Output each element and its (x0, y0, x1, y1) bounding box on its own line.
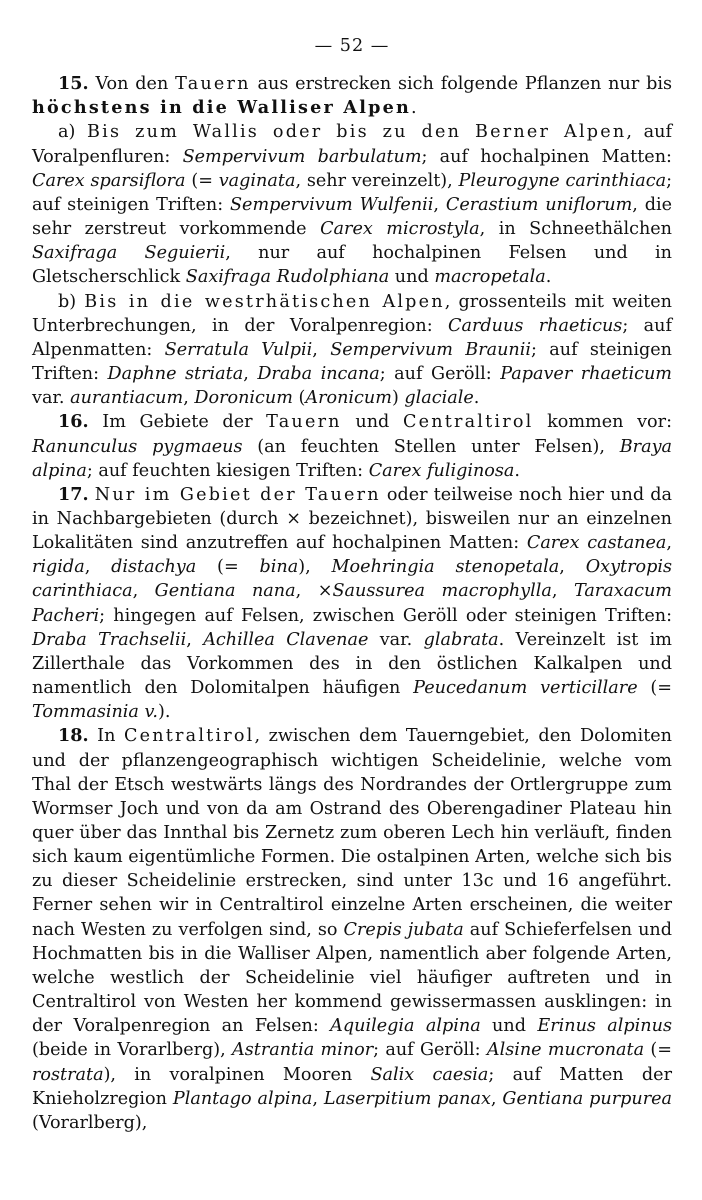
text-run: ; auf Matten der Knieholzregion (32, 1064, 672, 1109)
text-run: (beide in Vorarlberg), (32, 1040, 233, 1061)
text-run: Tauern (175, 74, 251, 95)
paragraph (32, 120, 672, 289)
species-name: Gentiana purpurea (502, 1088, 673, 1109)
text-run: ( (292, 388, 306, 409)
text-run: ( (637, 678, 658, 699)
text-run: a) (58, 122, 88, 143)
text-run: , sehr vereinzelt), (295, 170, 459, 191)
species-name: Saxifraga Seguierii (32, 243, 226, 264)
species-name: Astrantia minor (232, 1040, 374, 1061)
text-run: , (666, 533, 673, 554)
text-run: und (480, 1016, 538, 1037)
species-name: Peucedanum verticillare (413, 678, 638, 699)
species-name: Aronicum (305, 388, 392, 409)
page-number: — 52 — (314, 36, 390, 56)
paragraph (32, 483, 672, 725)
text-run: , zwischen dem Tauerngebiet, den Dolomiten und der pflanzengeographisch wichtigen Scheidelinie, welche vom Thal der Etsch westwärts längs des Nordrandes der Ortlergruppe zum Wormser Joch und von da am Ostrand des Oberengadiner Plateau hin quer über das Innthal bis Zernetz zum oberen Lech hin verläuft, finden sich kaum eigentümliche Formen. Die ostalpinen Arten, welche sich bis zu dieser Scheidelinie erstrecken, sind unter 13c und 16 angeführt. Ferner sehen wir in Centraltirol einzelne Arten erscheinen, die weiter nach Westen zu verfolgen sind, so (32, 726, 673, 940)
species-name: Gentiana nana (154, 581, 296, 602)
text-run: ), (298, 557, 332, 578)
text-run: Bis zum Wallis oder bis zu den Berner Alpen (87, 122, 627, 143)
text-run: oder teilweise noch hier und da in Nachbargebieten (durch × bezeichnet), bisweilen nur an einzelnen Lokalitäten sind anzutreffen auf hochalpinen Matten: (32, 484, 672, 554)
species-name: macropetala (434, 267, 546, 288)
text-run: ; hingegen auf Felsen, zwischen Geröll oder steinigen Triften: (99, 605, 672, 626)
text-run: ( (196, 557, 224, 578)
text-run: , die sehr zerstreut vorkommende (32, 194, 672, 240)
section-number: 17. (58, 483, 89, 505)
species-name: Carduus rhaeticus (448, 315, 623, 336)
species-name: Sempervivum barbulatum (182, 146, 422, 167)
text-run: ) (391, 388, 405, 409)
text-run: . (410, 98, 417, 119)
text-run: var. (32, 388, 71, 409)
species-name: Draba Trachselii (32, 629, 187, 650)
text-run: und (389, 267, 435, 288)
species-name: = vaginata (198, 170, 296, 191)
species-name: Carex fuliginosa (368, 460, 515, 481)
species-name: Carex castanea (526, 533, 667, 554)
text-run: ; auf Geröll: (379, 364, 501, 385)
text-run: ; auf steinigen Triften: (32, 170, 672, 215)
text-run: Im Gebiete der (88, 412, 267, 433)
text-run: Von den (88, 74, 176, 95)
paragraph (32, 72, 672, 120)
text-run: In (88, 726, 124, 747)
species-name: Alsine mucronata (486, 1040, 645, 1061)
species-name: Daphne striata (107, 364, 244, 385)
species-name: Oxytropis carinthiaca (32, 557, 672, 602)
species-name: Braya alpina (32, 436, 672, 481)
document-page (32, 34, 672, 1135)
text-run: . (514, 460, 521, 481)
species-name: Plantago alpina (172, 1088, 313, 1109)
species-name: Draba incana (257, 364, 380, 385)
species-name: Crepis jubata (343, 919, 464, 940)
species-name: Serratula Vulpii (164, 339, 313, 360)
species-name: Pleurogyne carinthiaca (458, 170, 667, 191)
text-run: kommen vor: (533, 412, 672, 433)
text-run: aus erstrecken sich folgende Pflanzen nur bis (250, 74, 672, 95)
species-name: Ranunculus pygmaeus (32, 436, 243, 457)
species-name: Achillea Clavenae (203, 629, 369, 650)
text-run: auf Schieferfelsen und Hochmatten bis in die Walliser Alpen, namentlich aber folgende Arten, welche westlich der Scheidelinie viel häufiger auftreten und in Centraltirol von Westen her kommend gewissermassen ausklingen: in der Voralpenregion an Felsen: (32, 919, 672, 1037)
species-name: Cerastium uniflorum (445, 194, 633, 215)
body-text (32, 72, 672, 1135)
section-number: 15. (58, 73, 89, 95)
text-run: ; auf Alpenmatten: (32, 315, 672, 360)
text-run: (an feuchten Stellen unter Felsen), (242, 436, 620, 457)
text-run: ; auf steinigen Triften: (32, 339, 672, 385)
text-run: und (341, 412, 403, 433)
text-run: (Vorarlberg), (32, 1112, 148, 1133)
text-run: , (186, 629, 204, 650)
text-run: ; auf feuchten kiesigen Triften: (86, 460, 369, 481)
text-run: , (243, 364, 258, 385)
text-run: ( (644, 1040, 658, 1061)
text-run: , (84, 557, 112, 578)
text-run: , (433, 194, 446, 215)
text-run: , (551, 581, 574, 602)
species-name: distachya (111, 557, 197, 578)
text-run: , (183, 388, 195, 409)
text-run: , × (295, 581, 333, 602)
text-run: Bis in die westrhätischen Alpen (84, 291, 445, 312)
species-name: Sempervivum Braunii (330, 339, 532, 360)
species-name: Erinus alpinus (537, 1016, 672, 1037)
paragraph (32, 290, 672, 411)
text-run: Tauern (266, 412, 342, 433)
paragraph (32, 724, 672, 1135)
species-name: Saxifraga Rudolphiana (185, 267, 390, 288)
text-run: Centraltirol (402, 412, 534, 433)
text-run: var. (368, 629, 424, 650)
text-run: ). (157, 702, 171, 723)
species-name: Doronicum (194, 388, 293, 409)
text-run: b) (58, 291, 85, 312)
text-run: Nur im Gebiet der Tauern (94, 484, 381, 505)
section-number: 16. (58, 411, 89, 433)
species-name: = Tommasinia v. (32, 678, 672, 723)
text-run: , in Schneethälchen (479, 219, 673, 240)
paragraph (32, 410, 672, 482)
text-run: , auf Voralpenfluren: (32, 122, 672, 167)
text-run: , grossenteils mit weiten Unterbrechungen, in der Voralpenregion: (32, 291, 672, 336)
species-name: Sempervivum Wulfenii (229, 194, 434, 215)
text-run: ), in voralpinen Mooren (103, 1064, 371, 1085)
species-name: Taraxacum Pacheri (32, 581, 672, 626)
text-run: , (132, 581, 155, 602)
species-name: Salix caesia (370, 1064, 489, 1085)
text-run: ; auf Geröll: (373, 1040, 487, 1061)
text-run: , nur auf hochalpinen Felsen und in Gletscherschlick (32, 243, 672, 288)
species-name: glabrata (423, 629, 499, 650)
text-run: ; auf hochalpinen Matten: (421, 146, 672, 167)
text-run: . Vereinzelt ist im Zillerthale das Vorkommen des in den östlichen Kalkalpen und namentlich den Dolomitalpen häufigen (32, 629, 672, 699)
species-name: glaciale (404, 388, 474, 409)
species-name: Carex sparsiflora (32, 170, 186, 191)
text-run: . (473, 388, 480, 409)
section-number: 18. (58, 725, 89, 747)
species-name: = rostrata (32, 1040, 672, 1085)
text-run: , (559, 557, 586, 578)
species-name: aurantiacum (70, 388, 184, 409)
species-name: = bina (223, 557, 299, 578)
species-name: Saussurea macrophylla (332, 581, 552, 602)
species-name: Aquilegia alpina (330, 1016, 481, 1037)
text-run: , (312, 339, 331, 360)
species-name: Carex microstyla (320, 219, 480, 240)
species-name: Laserpitium panax (323, 1088, 491, 1109)
text-run: , (490, 1088, 503, 1109)
text-run: höchstens in die Walliser Alpen (32, 97, 411, 119)
species-name: rigida (32, 557, 85, 578)
species-name: Moehringia stenopetala (331, 557, 560, 578)
text-run: ( (185, 170, 199, 191)
text-run: , (312, 1088, 324, 1109)
species-name: Papaver rhaeticum (500, 364, 672, 385)
text-run: . (545, 267, 552, 288)
text-run: Centraltirol (123, 726, 255, 747)
